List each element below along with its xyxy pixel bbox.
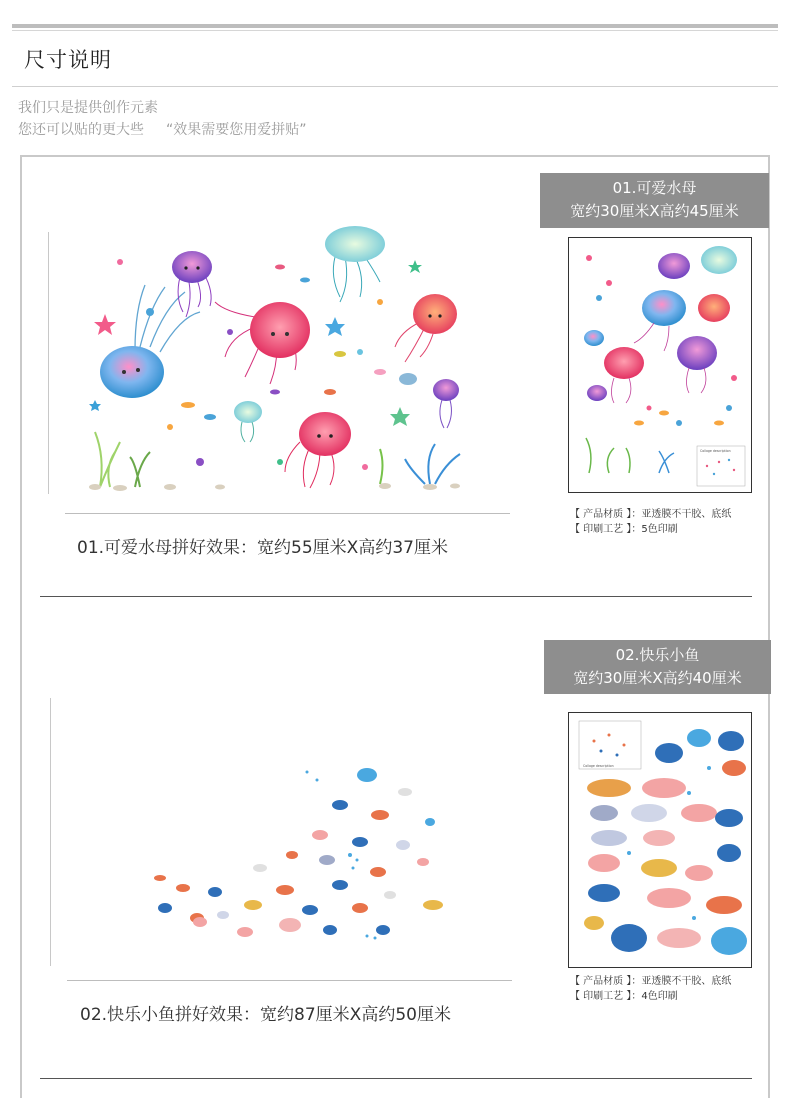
section-2-caption: 02.快乐小鱼拼好效果：宽约87厘米X高约50厘米 bbox=[80, 1005, 451, 1025]
intro-line-2 bbox=[18, 119, 307, 141]
badge-2-size: 宽约30厘米X高约40厘米 bbox=[573, 669, 742, 687]
intro-line-2a: 您还可以贴的更大些 bbox=[18, 122, 144, 138]
section-2-caption-rule bbox=[67, 980, 512, 981]
pebbles bbox=[89, 483, 460, 491]
spec-2-material: 【 产品材质 】：亚透膜不干胶、底纸 bbox=[570, 976, 732, 987]
section-2-left-rule bbox=[50, 698, 51, 966]
top-rule-thin bbox=[12, 30, 778, 31]
section-1-size-badge bbox=[540, 173, 769, 228]
intro-text bbox=[18, 97, 307, 141]
section-2-specs bbox=[570, 974, 731, 1004]
section-2-bottom-rule bbox=[40, 1078, 752, 1079]
section-1-caption-rule bbox=[65, 513, 510, 514]
sheet-2-label: Collage description bbox=[583, 764, 614, 768]
jellyfish-pink-center bbox=[215, 302, 310, 384]
section-1-caption: 01.可爱水母拼好效果：宽约55厘米X高约37厘米 bbox=[77, 538, 448, 558]
section-2-size-badge bbox=[544, 640, 771, 694]
jellyfish-pink-bottom bbox=[285, 412, 351, 488]
badge-2-name: 02.快乐小鱼 bbox=[615, 646, 700, 664]
fish-bubbles bbox=[306, 771, 377, 940]
section-1-sticker-sheet bbox=[568, 237, 752, 493]
seaweed-group bbox=[95, 432, 460, 487]
intro-line-1: 我们只是提供创作元素 bbox=[18, 100, 158, 116]
title-divider bbox=[12, 86, 778, 87]
jellyfish-small-green bbox=[234, 401, 262, 442]
spec-1-material: 【 产品材质 】：亚透膜不干胶、底纸 bbox=[570, 509, 732, 520]
intro-line-2b: “效果需要您用爱拼贴” bbox=[166, 122, 307, 138]
section-1-left-rule bbox=[48, 232, 49, 494]
section-2-sticker-sheet bbox=[568, 712, 752, 968]
jellyfish-orange-right bbox=[395, 294, 457, 362]
section-1-specs bbox=[570, 507, 731, 537]
jellyfish-cyan-top bbox=[325, 226, 385, 302]
fish-swarm bbox=[154, 768, 443, 937]
badge-1-name: 01.可爱水母 bbox=[612, 179, 697, 197]
page-title: 尺寸说明 bbox=[24, 48, 112, 72]
spec-2-print: 【 印刷工艺 】：4色印刷 bbox=[570, 991, 678, 1002]
jellyfish-purple-top bbox=[172, 251, 212, 317]
spec-1-print: 【 印刷工艺 】：5色印刷 bbox=[570, 524, 678, 535]
badge-1-size: 宽约30厘米X高约45厘米 bbox=[570, 202, 739, 220]
top-rule bbox=[12, 24, 778, 28]
jellyfish-sheet-preview bbox=[569, 238, 752, 493]
jellyfish-small-purple bbox=[433, 379, 459, 428]
fish-sheet-preview bbox=[569, 713, 752, 968]
section-1-bottom-rule bbox=[40, 596, 752, 597]
jellyfish-assembled-artwork bbox=[80, 222, 470, 500]
sheet-1-label: Collage description bbox=[700, 449, 731, 453]
fish-assembled-artwork bbox=[135, 760, 455, 945]
jellyfish-blue-large bbox=[100, 285, 200, 398]
